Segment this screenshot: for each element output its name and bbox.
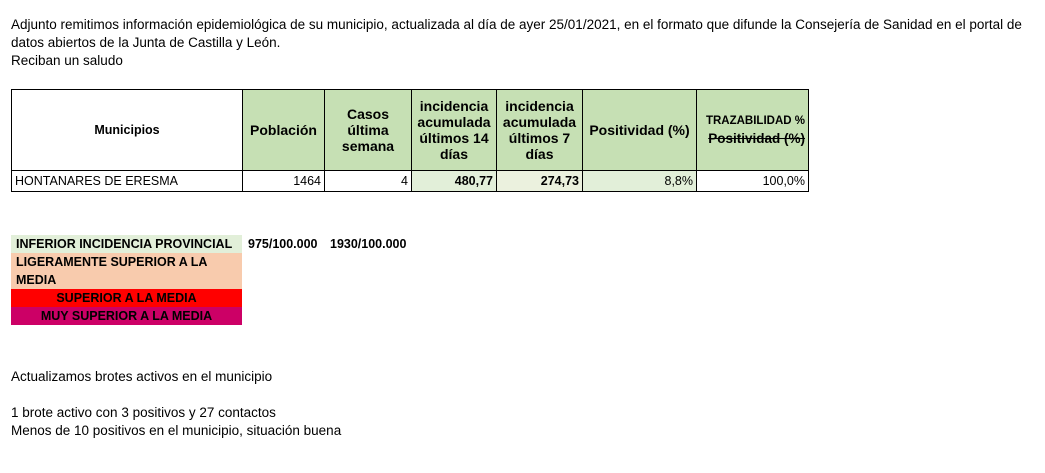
- outro-line-2: 1 brote activo con 3 positivos y 27 contactos: [11, 405, 276, 420]
- cell-ia14: 480,77: [412, 171, 497, 192]
- cell-poblacion: 1464: [243, 171, 325, 192]
- cell-ia7: 274,73: [497, 171, 583, 192]
- legend-item-inferior: INFERIOR INCIDENCIA PROVINCIAL: [11, 235, 242, 253]
- legend-item-superior: SUPERIOR A LA MEDIA: [11, 289, 242, 307]
- header-ia14: incidencia acumulada últimos 14 días: [412, 90, 497, 171]
- header-municipios: Municipios: [12, 90, 243, 171]
- outro-line-1: Actualizamos brotes activos en el municipio: [11, 369, 273, 384]
- epidemiology-table: [11, 89, 809, 192]
- cell-casos: 4: [325, 171, 412, 192]
- color-legend: [11, 235, 242, 325]
- table-header-row: [12, 90, 809, 171]
- header-poblacion: Población: [243, 90, 325, 171]
- trazabilidad-label: TRAZABILIDAD %: [705, 114, 805, 127]
- header-ia7: incidencia acumulada últimos 7 días: [497, 90, 583, 171]
- positividad-struck-label: Positividad (%): [708, 130, 805, 146]
- cell-municipio: HONTANARES DE ERESMA: [12, 171, 243, 192]
- table-row: [12, 171, 809, 192]
- outro-text: [11, 368, 341, 440]
- header-trazabilidad: [697, 90, 809, 171]
- intro-paragraph: Adjunto remitimos información epidemiológica de su municipio, actualizada al día de ayer 25/01/2021, en el formato que difunde la Consejería de Sanidad en el portal de datos abiertos de la Junta de Castilla y León.: [11, 17, 1022, 50]
- outro-spacer: [11, 386, 341, 404]
- legend-item-muy-superior: MUY SUPERIOR A LA MEDIA: [11, 307, 242, 325]
- threshold-2: 1930/100.000: [330, 237, 407, 251]
- intro-text: [11, 16, 1036, 70]
- outro-line-3: Menos de 10 positivos en el municipio, situación buena: [11, 423, 342, 438]
- legend-item-ligeramente-superior: LIGERAMENTE SUPERIOR A LA MEDIA: [11, 253, 242, 289]
- cell-positividad: 8,8%: [583, 171, 697, 192]
- threshold-1: 975/100.000: [248, 237, 318, 251]
- cell-trazabilidad: 100,0%: [697, 171, 809, 192]
- header-casos: Casos última semana: [325, 90, 412, 171]
- header-positividad: Positividad (%): [583, 90, 697, 171]
- greeting: Reciban un saludo: [11, 53, 123, 68]
